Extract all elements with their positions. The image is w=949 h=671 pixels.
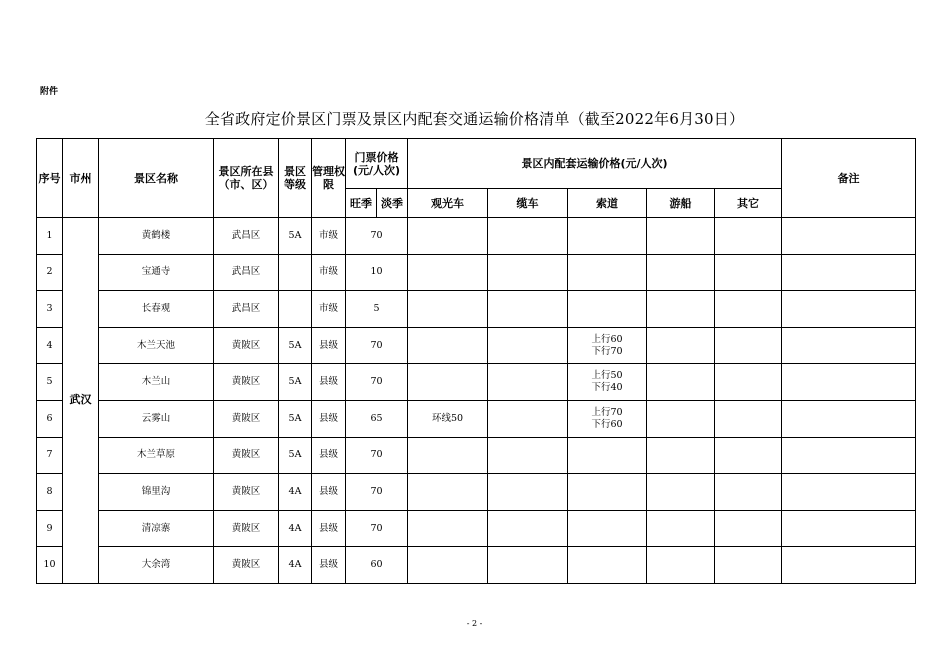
cell-sightseeing-car: 环线50: [408, 400, 488, 437]
cell-county: 武昌区: [214, 218, 279, 255]
table-row: [37, 547, 916, 584]
ropeway-up: 上行60: [591, 333, 623, 345]
header-off-peak: 淡季: [377, 189, 408, 218]
cell-boat: [647, 547, 715, 584]
cell-authority: 市级: [312, 291, 346, 328]
cell-boat: [647, 510, 715, 547]
header-seq: 序号: [37, 139, 63, 218]
cell-sightseeing-car: [408, 474, 488, 511]
cell-cable-car: [488, 474, 568, 511]
cell-other: [715, 291, 782, 328]
cell-ticket: 70: [346, 364, 408, 401]
cell-seq: 1: [37, 218, 63, 255]
table-row: [37, 254, 916, 291]
cell-remarks: [782, 364, 916, 401]
cell-boat: [647, 218, 715, 255]
cell-authority: 县级: [312, 547, 346, 584]
cell-grade: [279, 254, 312, 291]
cell-cable-car: [488, 364, 568, 401]
cell-ropeway: [568, 364, 647, 401]
cell-scenic-name: 大余湾: [99, 547, 214, 584]
cell-boat: [647, 364, 715, 401]
cell-city: 武汉: [63, 218, 99, 584]
cell-ticket: 70: [346, 474, 408, 511]
cell-seq: 3: [37, 291, 63, 328]
cell-authority: 县级: [312, 364, 346, 401]
cell-remarks: [782, 547, 916, 584]
cell-other: [715, 400, 782, 437]
cell-scenic-name: 宝通寺: [99, 254, 214, 291]
header-row-1: [37, 139, 916, 189]
cell-authority: 县级: [312, 474, 346, 511]
cell-sightseeing-car: [408, 547, 488, 584]
cell-other: [715, 364, 782, 401]
ropeway-up: 上行70: [591, 406, 623, 418]
cell-remarks: [782, 510, 916, 547]
cell-grade: 4A: [279, 474, 312, 511]
cell-other: [715, 474, 782, 511]
cell-other: [715, 327, 782, 364]
attachment-label: 附件: [40, 87, 59, 97]
header-county: 景区所在县（市、区）: [214, 139, 279, 218]
cell-cable-car: [488, 400, 568, 437]
cell-boat: [647, 400, 715, 437]
cell-grade: [279, 291, 312, 328]
cell-ropeway: [568, 400, 647, 437]
cell-county: 黄陂区: [214, 364, 279, 401]
cell-county: 黄陂区: [214, 474, 279, 511]
table-row: [37, 510, 916, 547]
cell-remarks: [782, 327, 916, 364]
cell-authority: 县级: [312, 510, 346, 547]
cell-ticket: 5: [346, 291, 408, 328]
header-scenic-name: 景区名称: [99, 139, 214, 218]
cell-other: [715, 437, 782, 474]
header-peak: 旺季: [346, 189, 377, 218]
cell-grade: 5A: [279, 364, 312, 401]
cell-authority: 市级: [312, 218, 346, 255]
cell-cable-car: [488, 547, 568, 584]
cell-boat: [647, 437, 715, 474]
header-ticket-price: 门票价格(元/人次): [346, 139, 408, 189]
table-row: [37, 291, 916, 328]
ropeway-up: 上行50: [591, 370, 623, 382]
cell-grade: 5A: [279, 218, 312, 255]
cell-county: 黄陂区: [214, 400, 279, 437]
cell-scenic-name: 黄鹤楼: [99, 218, 214, 255]
cell-scenic-name: 锦里沟: [99, 474, 214, 511]
cell-ticket: 65: [346, 400, 408, 437]
cell-remarks: [782, 218, 916, 255]
header-cable-car: 缆车: [488, 189, 568, 218]
price-table: [36, 138, 916, 584]
cell-scenic-name: 长春观: [99, 291, 214, 328]
cell-ropeway: [568, 510, 647, 547]
header-boat: 游船: [647, 189, 715, 218]
header-city: 市州: [63, 139, 99, 218]
cell-cable-car: [488, 291, 568, 328]
cell-ropeway: [568, 547, 647, 584]
table-row: [37, 327, 916, 364]
cell-ticket: 60: [346, 547, 408, 584]
cell-county: 黄陂区: [214, 547, 279, 584]
cell-scenic-name: 云雾山: [99, 400, 214, 437]
cell-ticket: 70: [346, 218, 408, 255]
cell-other: [715, 547, 782, 584]
cell-seq: 10: [37, 547, 63, 584]
table-row: [37, 218, 916, 255]
cell-grade: 4A: [279, 510, 312, 547]
table-row: [37, 400, 916, 437]
cell-ropeway: [568, 327, 647, 364]
cell-other: [715, 218, 782, 255]
cell-seq: 8: [37, 474, 63, 511]
cell-sightseeing-car: [408, 364, 488, 401]
cell-boat: [647, 291, 715, 328]
cell-ticket: 10: [346, 254, 408, 291]
cell-cable-car: [488, 218, 568, 255]
cell-authority: 市级: [312, 254, 346, 291]
cell-grade: 5A: [279, 437, 312, 474]
cell-ropeway: [568, 474, 647, 511]
cell-boat: [647, 254, 715, 291]
cell-ropeway: [568, 254, 647, 291]
cell-remarks: [782, 291, 916, 328]
document-title: 全省政府定价景区门票及景区内配套交通运输价格清单（截至2022年6月30日）: [204, 110, 745, 128]
cell-sightseeing-car: [408, 327, 488, 364]
cell-cable-car: [488, 510, 568, 547]
cell-scenic-name: 木兰山: [99, 364, 214, 401]
cell-seq: 7: [37, 437, 63, 474]
cell-county: 武昌区: [214, 254, 279, 291]
cell-seq: 2: [37, 254, 63, 291]
cell-ropeway: [568, 437, 647, 474]
cell-remarks: [782, 400, 916, 437]
ropeway-down: 下行60: [591, 418, 623, 430]
header-sightseeing-car: 观光车: [408, 189, 488, 218]
cell-authority: 县级: [312, 400, 346, 437]
table-row: [37, 437, 916, 474]
cell-seq: 4: [37, 327, 63, 364]
cell-boat: [647, 474, 715, 511]
cell-cable-car: [488, 327, 568, 364]
cell-remarks: [782, 474, 916, 511]
cell-sightseeing-car: [408, 218, 488, 255]
cell-grade: 5A: [279, 327, 312, 364]
cell-authority: 县级: [312, 327, 346, 364]
cell-grade: 5A: [279, 400, 312, 437]
cell-sightseeing-car: [408, 291, 488, 328]
cell-ticket: 70: [346, 327, 408, 364]
cell-sightseeing-car: [408, 510, 488, 547]
cell-ropeway: [568, 291, 647, 328]
cell-county: 武昌区: [214, 291, 279, 328]
cell-seq: 6: [37, 400, 63, 437]
ropeway-down: 下行40: [591, 382, 623, 394]
cell-remarks: [782, 254, 916, 291]
cell-scenic-name: 木兰天池: [99, 327, 214, 364]
ropeway-down: 下行70: [591, 345, 623, 357]
table-row: [37, 364, 916, 401]
cell-cable-car: [488, 254, 568, 291]
cell-ropeway: [568, 218, 647, 255]
cell-seq: 5: [37, 364, 63, 401]
header-transport-price: 景区内配套运输价格(元/人次): [408, 139, 782, 189]
cell-ticket: 70: [346, 437, 408, 474]
header-grade: 景区等级: [279, 139, 312, 218]
header-other: 其它: [715, 189, 782, 218]
cell-other: [715, 510, 782, 547]
cell-boat: [647, 327, 715, 364]
page-number: - 2 -: [466, 619, 483, 628]
header-remarks: 备注: [782, 139, 916, 218]
cell-seq: 9: [37, 510, 63, 547]
cell-grade: 4A: [279, 547, 312, 584]
cell-authority: 县级: [312, 437, 346, 474]
table-row: [37, 474, 916, 511]
cell-sightseeing-car: [408, 254, 488, 291]
cell-scenic-name: 木兰草原: [99, 437, 214, 474]
header-authority: 管理权限: [312, 139, 346, 218]
cell-sightseeing-car: [408, 437, 488, 474]
cell-ticket: 70: [346, 510, 408, 547]
cell-remarks: [782, 437, 916, 474]
cell-other: [715, 254, 782, 291]
cell-county: 黄陂区: [214, 327, 279, 364]
cell-county: 黄陂区: [214, 437, 279, 474]
cell-scenic-name: 清凉寨: [99, 510, 214, 547]
header-ropeway: 索道: [568, 189, 647, 218]
cell-cable-car: [488, 437, 568, 474]
cell-county: 黄陂区: [214, 510, 279, 547]
